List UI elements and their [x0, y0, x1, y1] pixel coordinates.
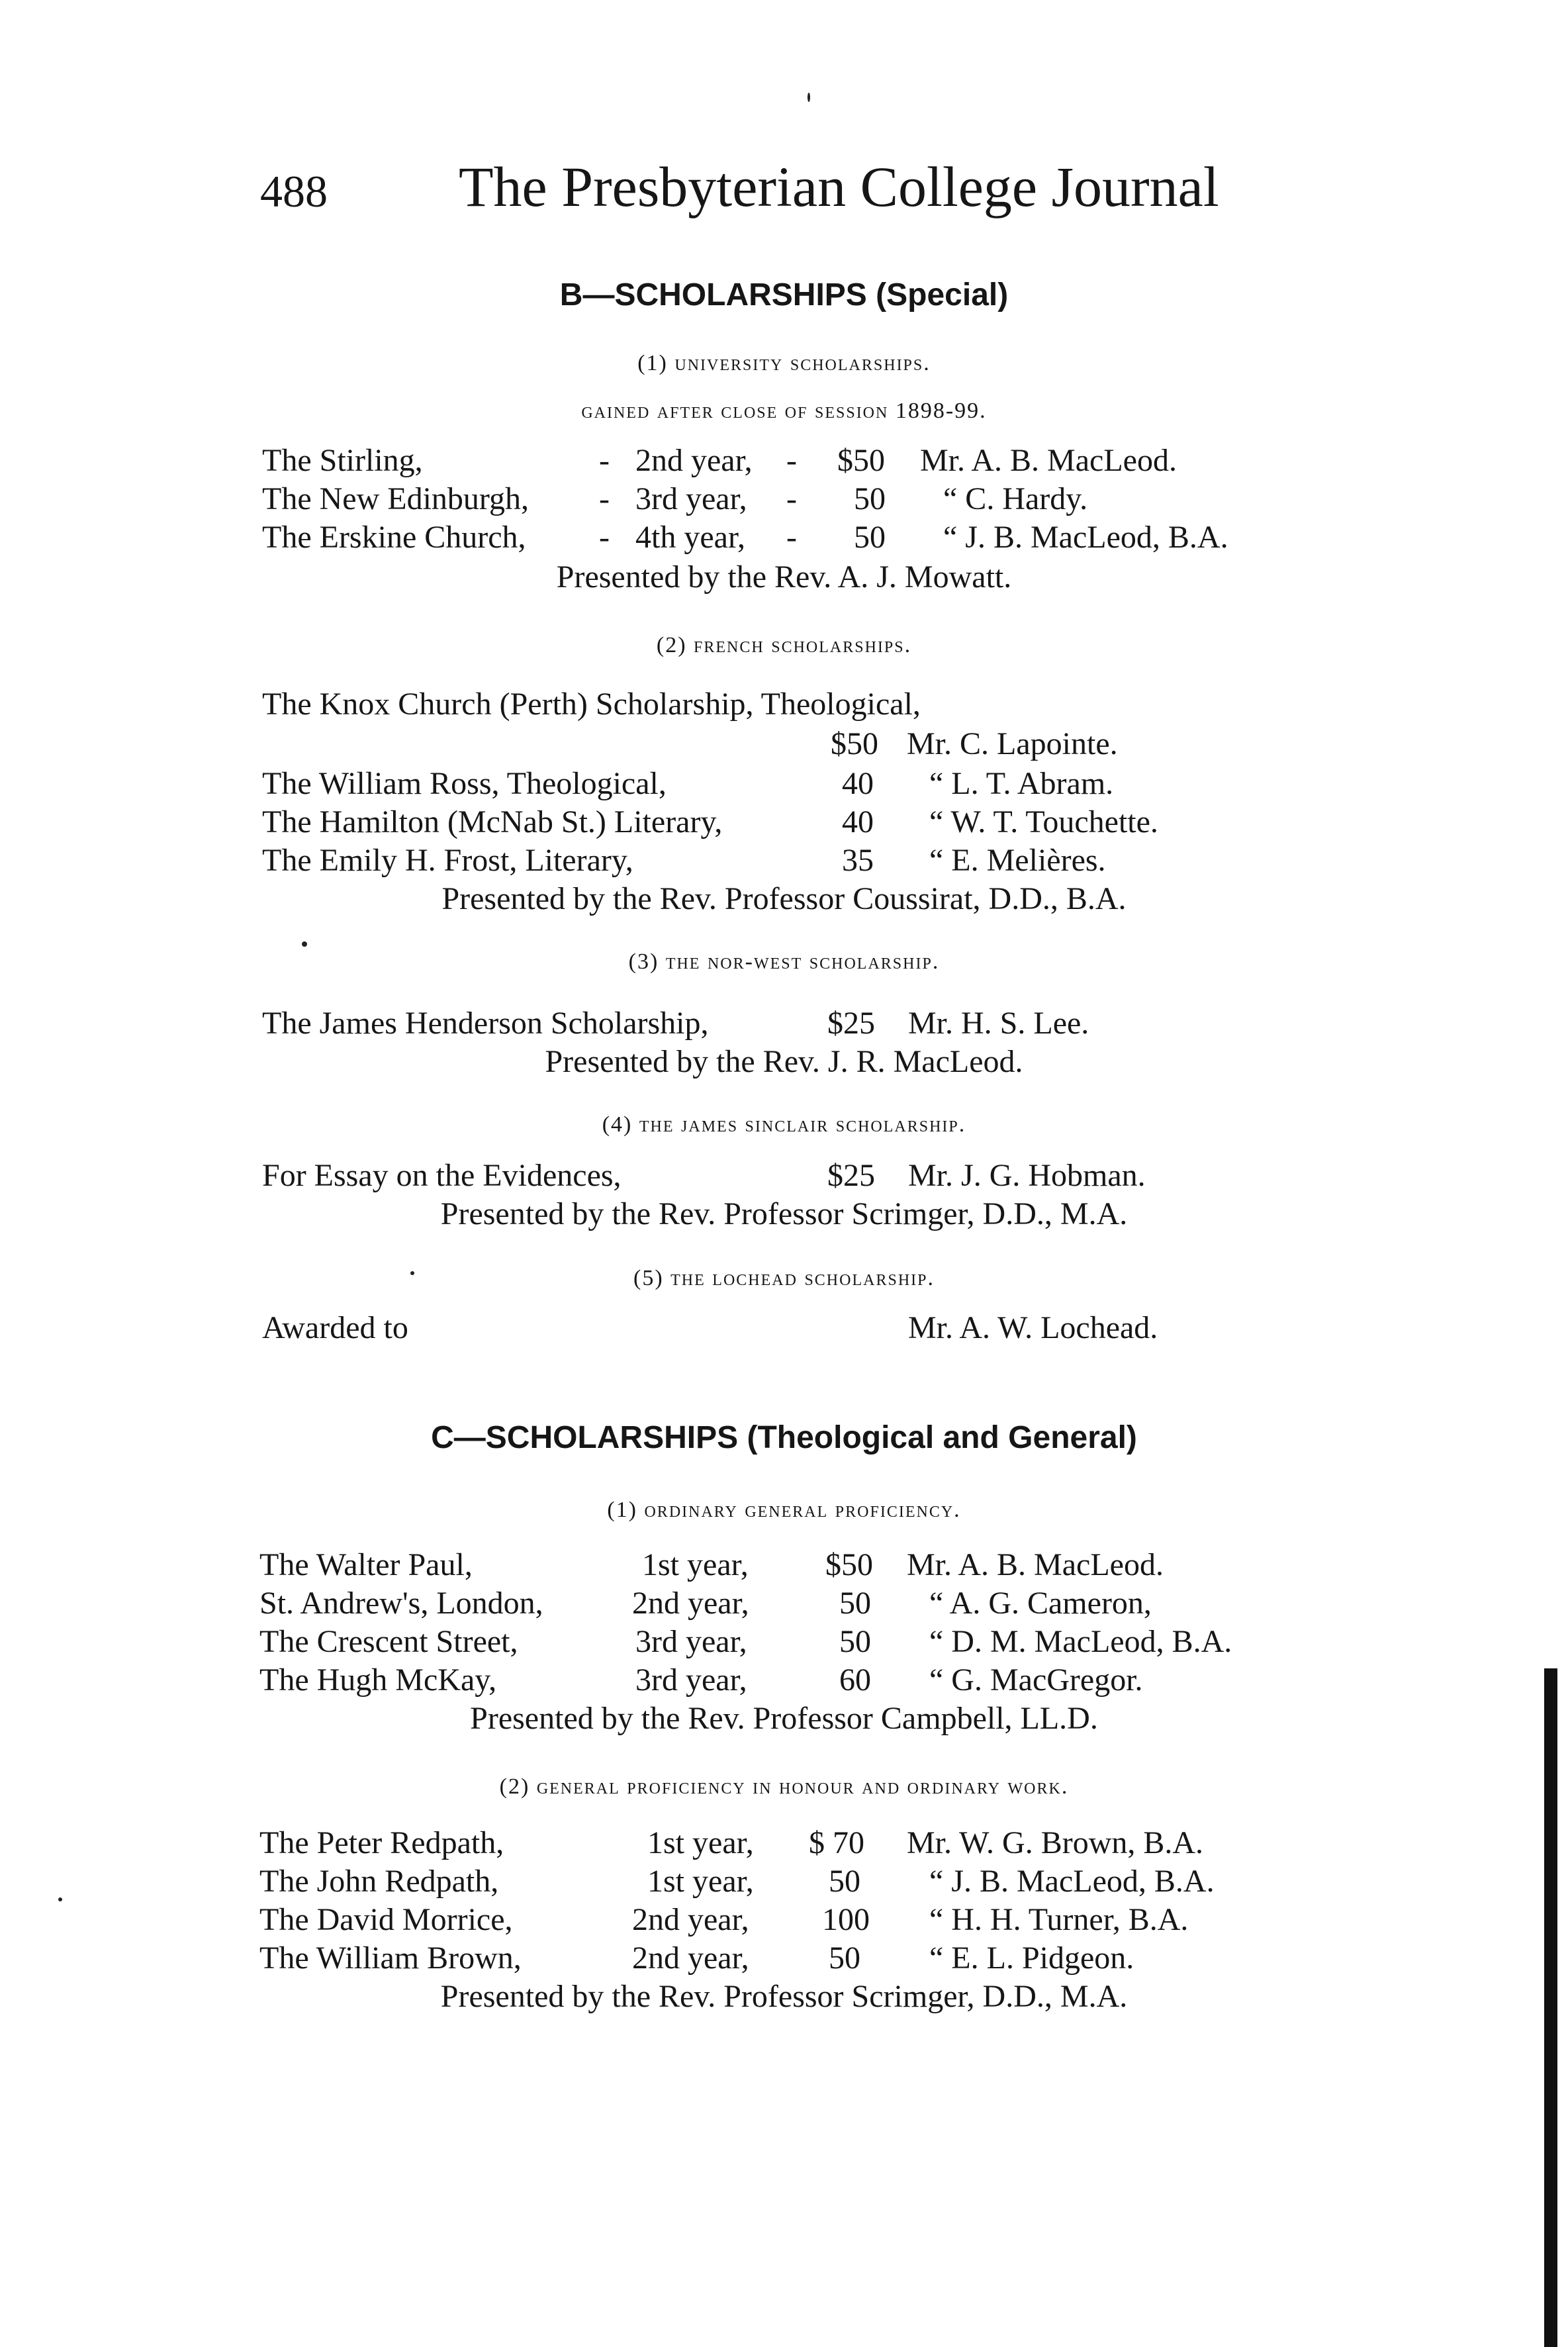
table-row	[0, 1160, 1568, 1197]
table-row	[0, 483, 1568, 520]
french-heading: (2) french scholarships.	[656, 633, 912, 657]
table-row	[0, 806, 1568, 843]
recipient: “ J. B. MacLeod, B.A.	[929, 1864, 1215, 1899]
dash: -	[786, 443, 797, 478]
year: 1st year,	[642, 1547, 749, 1582]
table-row	[0, 522, 1568, 559]
recipient: “ H. H. Turner, B.A.	[929, 1902, 1189, 1937]
scholarship-name: The David Morrice,	[259, 1902, 513, 1937]
scholarship-name: The Stirling,	[262, 443, 423, 478]
recipient: Mr. A. B. MacLeod.	[920, 443, 1177, 478]
amount: 100	[822, 1902, 870, 1937]
presented-by: Presented by the Rev. Professor Coussirat, D.D., B.A.	[441, 881, 1127, 916]
amount: 35	[842, 843, 874, 878]
section-b-heading: B—SCHOLARSHIPS (Special)	[559, 277, 1009, 312]
recipient: “ L. T. Abram.	[929, 766, 1114, 801]
honour-heading: (2) general proficiency in honour and ordinary work.	[499, 1774, 1069, 1799]
amount: 50	[839, 1624, 871, 1659]
scholarship-name: For Essay on the Evidences,	[262, 1158, 622, 1193]
scholarship-name: The Erskine Church,	[262, 520, 526, 555]
amount: 60	[839, 1662, 871, 1698]
amount: $50	[837, 443, 885, 478]
recipient: Mr. C. Lapointe.	[907, 726, 1118, 761]
recipient: “ A. G. Cameron,	[929, 1586, 1152, 1621]
page-header	[260, 154, 1219, 233]
table-row	[0, 768, 1568, 805]
table-row	[0, 1904, 1568, 1941]
table-row	[0, 1626, 1568, 1663]
amount: $ 70	[809, 1825, 864, 1860]
presented-by: Presented by the Rev. A. J. Mowatt.	[556, 559, 1012, 595]
sinclair-heading: (4) the james sinclair scholarship.	[602, 1112, 966, 1137]
presented-by: Presented by the Rev. Professor Scrimger, D.D., M.A.	[440, 1979, 1128, 2014]
dash: -	[786, 481, 797, 516]
scholarship-name: The William Ross, Theological,	[262, 766, 667, 801]
journal-title: The Presbyterian College Journal	[459, 155, 1219, 218]
year: 2nd year,	[632, 1902, 749, 1937]
scholarship-name: The John Redpath,	[259, 1864, 499, 1899]
scan-speck	[302, 941, 307, 947]
year: 2nd year,	[635, 443, 753, 478]
page-edge-shadow	[1544, 1668, 1557, 2347]
amount: 50	[854, 481, 886, 516]
table-row	[0, 728, 1568, 765]
nor-west-heading: (3) the nor-west scholarship.	[628, 949, 940, 974]
recipient: Mr. A. B. MacLeod.	[907, 1547, 1164, 1582]
table-row	[0, 1866, 1568, 1903]
presented-by: Presented by the Rev. Professor Scrimger, D.D., M.A.	[440, 1196, 1128, 1231]
year: 3rd year,	[635, 481, 747, 516]
amount: 50	[839, 1586, 871, 1621]
amount: $50	[825, 1547, 873, 1582]
amount: $50	[831, 726, 878, 761]
scholarship-name: The James Henderson Scholarship,	[262, 1006, 709, 1041]
recipient: Mr. W. G. Brown, B.A.	[907, 1825, 1204, 1860]
dash: -	[599, 443, 610, 478]
scholarship-name: St. Andrew's, London,	[259, 1586, 543, 1621]
scan-speck	[410, 1271, 414, 1275]
amount: $25	[827, 1006, 875, 1041]
scholarship-name: The Hugh McKay,	[259, 1662, 497, 1698]
table-row	[0, 1549, 1568, 1586]
table-row	[0, 1942, 1568, 1980]
scholarship-name: The Emily H. Frost, Literary,	[262, 843, 633, 878]
table-row	[0, 445, 1568, 482]
dash: -	[599, 520, 610, 555]
year: 1st year,	[647, 1864, 754, 1899]
scholarship-name: The William Brown,	[259, 1940, 522, 1976]
recipient: Mr. J. G. Hobman.	[908, 1158, 1146, 1193]
scholarship-name: The Knox Church (Perth) Scholarship, Theological,	[262, 687, 921, 722]
recipient: Mr. A. W. Lochead.	[908, 1310, 1158, 1345]
presented-by: Presented by the Rev. J. R. MacLeod.	[545, 1044, 1023, 1079]
recipient: Mr. H. S. Lee.	[908, 1006, 1089, 1041]
recipient: “ E. Melières.	[929, 843, 1106, 878]
year: 1st year,	[647, 1825, 754, 1860]
amount: 50	[854, 520, 886, 555]
lochead-heading: (5) the lochead scholarship.	[633, 1266, 935, 1290]
scholarship-name: The Crescent Street,	[259, 1624, 518, 1659]
presented-by: Presented by the Rev. Professor Campbell, LL.D.	[470, 1701, 1098, 1736]
scholarship-name: The New Edinburgh,	[262, 481, 530, 516]
year: 4th year,	[635, 520, 746, 555]
section-c-heading: C—SCHOLARSHIPS (Theological and General)	[431, 1420, 1137, 1455]
recipient: “ W. T. Touchette.	[929, 804, 1158, 839]
ordinary-heading: (1) ordinary general proficiency.	[607, 1498, 961, 1522]
dash: -	[786, 520, 797, 555]
university-heading: (1) university scholarships.	[637, 351, 931, 375]
table-row	[0, 1008, 1568, 1045]
scan-speck	[807, 93, 810, 102]
table-row	[0, 1664, 1568, 1701]
amount: 50	[829, 1864, 860, 1899]
table-row	[0, 1312, 1568, 1349]
amount: 40	[842, 766, 874, 801]
university-subheading: gained after close of session 1898-99.	[581, 399, 987, 423]
page-number: 488	[260, 166, 328, 216]
table-row	[0, 845, 1568, 882]
scholarship-name: The Walter Paul,	[259, 1547, 473, 1582]
recipient: “ G. MacGregor.	[929, 1662, 1143, 1698]
year: 2nd year,	[632, 1940, 749, 1976]
year: 3rd year,	[635, 1624, 747, 1659]
amount: 50	[829, 1940, 860, 1976]
recipient: “ E. L. Pidgeon.	[929, 1940, 1134, 1976]
amount: 40	[842, 804, 874, 839]
scan-speck	[58, 1897, 62, 1901]
recipient: “ D. M. MacLeod, B.A.	[929, 1624, 1232, 1659]
table-row	[0, 689, 1568, 726]
scholarship-name: The Hamilton (McNab St.) Literary,	[262, 804, 723, 839]
recipient: “ J. B. MacLeod, B.A.	[943, 520, 1228, 555]
year: 2nd year,	[632, 1586, 749, 1621]
dash: -	[599, 481, 610, 516]
scholarship-name: The Peter Redpath,	[259, 1825, 504, 1860]
table-row	[0, 1588, 1568, 1625]
year: 3rd year,	[635, 1662, 747, 1698]
recipient: “ C. Hardy.	[943, 481, 1088, 516]
scholarship-name: Awarded to	[262, 1310, 408, 1345]
table-row	[0, 1827, 1568, 1864]
amount: $25	[827, 1158, 875, 1193]
